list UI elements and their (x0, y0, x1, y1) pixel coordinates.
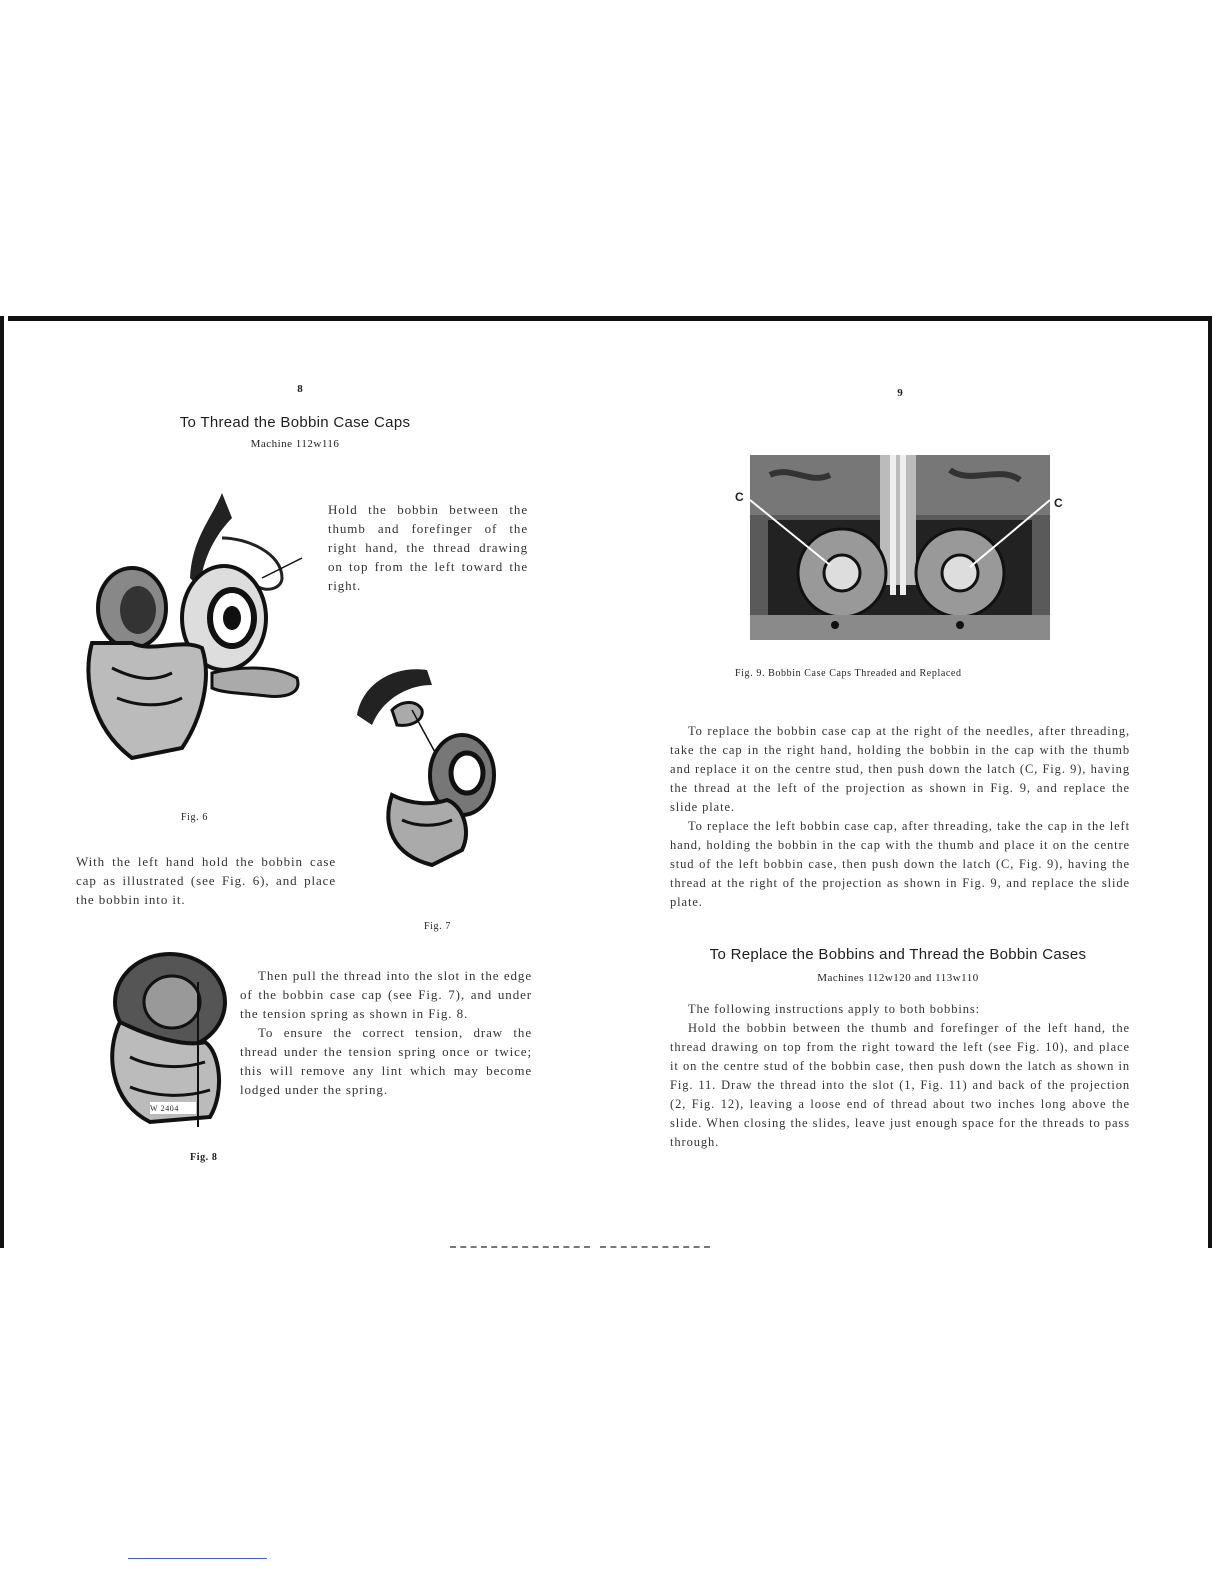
fig9-label-c-right: C (1054, 496, 1063, 510)
page-left-border (0, 316, 4, 1248)
instruction-replace-bobbins: The following instructions apply to both bobbins: Hold the bobbin between the thumb and forefinger of the left hand, the thread drawing on top from the right toward the left (see Fig. 10), and place it on the centre stud of the bobbin case, then push down the latch as shown in Fig. 11. Draw the thread into the slot (1, Fig. 11) and back of the projection (2, Fig. 12), leaving a loose end of thread about two inches long above the slide. When closing the slides, leave just enough space for the threads to pass through. (670, 1002, 1130, 1149)
section-title-right: To Replace the Bobbins and Thread the Bobbin Cases (709, 946, 1087, 963)
fig6-illustration (72, 478, 312, 778)
scan-artifact-line (128, 1558, 267, 1559)
fig8-illustration (90, 952, 240, 1127)
section-subtitle-right: Machines 112w120 and 113w110 (817, 972, 979, 984)
bottom-scan-mark (600, 1246, 710, 1250)
section-title-left: To Thread the Bobbin Case Caps (179, 414, 411, 431)
fig8-code: W 2404 (150, 1104, 180, 1113)
fig8-caption: Fig. 8 (190, 1152, 218, 1163)
fig9-label-c-left: C (735, 490, 744, 504)
fig7-caption: Fig. 7 (424, 921, 451, 932)
page-number-left: 8 (297, 383, 303, 395)
instruction-hold-bobbin: Hold the bobbin between the thumb and forefinger of the right hand, the thread drawing on top from the left toward the right. (328, 502, 528, 593)
page-right-border (1208, 316, 1212, 1248)
section-subtitle-left: Machine 112w116 (250, 438, 340, 450)
fig9-photo (750, 455, 1050, 640)
page-number-right: 9 (897, 387, 903, 399)
fig6-caption: Fig. 6 (181, 812, 208, 823)
page-top-border (8, 316, 1212, 321)
fig9-caption: Fig. 9. Bobbin Case Caps Threaded and Replaced (735, 668, 962, 679)
instruction-left-hand: With the left hand hold the bobbin case cap as illustrated (see Fig. 6), and place the bobbin into it. (76, 854, 336, 907)
instruction-pull-thread: Then pull the thread into the slot in the edge of the bobbin case cap (see Fig. 7), and under the tension spring as shown in Fig. 8. To ensure the correct tension, draw the thread under the tension spring once or twice; this will remove any lint which may become lodged under the spring. (240, 968, 532, 1097)
bottom-scan-mark (450, 1246, 590, 1250)
instruction-replace-caps: To replace the bobbin case cap at the right of the needles, after threading, take the cap in the right hand, holding the bobbin in the cap with the thumb and replace it on the centre stud, then push down the latch (C, Fig. 9), having the thread at the left of the projection as shown in Fig. 9, and replace the slide plate. To replace the left bobbin case cap, after threading, take the cap in the left hand, holding the bobbin in the cap with the thumb and place it on the centre stud of the left bobbin case, then push down the latch (C, Fig. 9), having the thread at the right of the projection as shown in Fig. 9, and replace the slide plate. (670, 724, 1130, 909)
fig7-illustration (352, 655, 507, 870)
